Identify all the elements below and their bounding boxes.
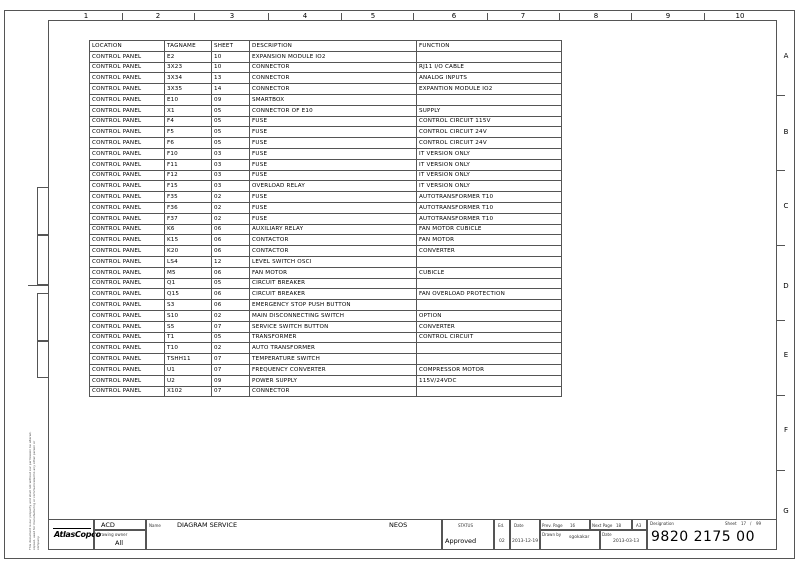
cell-sheet: 03 — [212, 181, 250, 192]
cell-sheet: 09 — [212, 94, 250, 105]
next-page-label: Next Page — [592, 523, 613, 528]
cell-description: CIRCUIT BREAKER — [250, 278, 417, 289]
prev-page-label: Prev. Page — [542, 523, 563, 528]
cell-location: CONTROL PANEL — [90, 94, 165, 105]
sheet-separator: / — [750, 521, 752, 526]
sheet-number: 17 — [741, 521, 747, 526]
column-divider — [268, 13, 269, 20]
table-row — [90, 170, 562, 181]
cell-tagname: E10 — [165, 94, 212, 105]
cell-location: CONTROL PANEL — [90, 170, 165, 181]
cell-description: EMERGENCY STOP PUSH BUTTON — [250, 300, 417, 311]
edition-cell — [494, 519, 510, 550]
cell-description: CONNECTOR OF E10 — [250, 105, 417, 116]
cell-description: MAIN DISCONNECTING SWITCH — [250, 310, 417, 321]
cell-function — [417, 343, 562, 354]
cell-sheet: 05 — [212, 332, 250, 343]
cell-tagname: M5 — [165, 267, 212, 278]
cell-description: TRANSFORMER — [250, 332, 417, 343]
cell-function: IT VERSION ONLY — [417, 181, 562, 192]
table-row — [90, 192, 562, 203]
cell-sheet: 05 — [212, 138, 250, 149]
logo-cell — [48, 519, 101, 550]
cell-sheet: 03 — [212, 159, 250, 170]
row-divider — [777, 470, 785, 471]
table-row — [90, 267, 562, 278]
cell-sheet: 02 — [212, 310, 250, 321]
cell-location: CONTROL PANEL — [90, 289, 165, 300]
cell-sheet: 07 — [212, 364, 250, 375]
cell-tagname: F36 — [165, 202, 212, 213]
cell-sheet: 06 — [212, 289, 250, 300]
cell-description: AUTO TRANSFORMER — [250, 343, 417, 354]
drawn-date-cell — [600, 530, 647, 550]
row-letter: F — [783, 426, 789, 434]
date-value: 2013-12-19 — [512, 539, 539, 544]
cell-location: CONTROL PANEL — [90, 235, 165, 246]
cell-description: CONNECTOR — [250, 386, 417, 397]
cell-location: CONTROL PANEL — [90, 202, 165, 213]
cell-sheet: 06 — [212, 224, 250, 235]
copyright-note: This document is our property and shall not without our permission be altered, copied, used for manufacturing or communicated to any other person or company. — [28, 431, 40, 550]
drawn-by-cell — [540, 530, 600, 550]
status-cell — [442, 519, 494, 550]
cell-sheet: 06 — [212, 267, 250, 278]
table-row — [90, 127, 562, 138]
cell-sheet: 14 — [212, 84, 250, 95]
table-row — [90, 300, 562, 311]
cell-description: DESCRIPTION — [250, 41, 417, 52]
table-row — [90, 289, 562, 300]
table-header-row — [90, 41, 562, 52]
cell-description: FUSE — [250, 202, 417, 213]
column-number: 8 — [593, 12, 599, 20]
cell-tagname: K15 — [165, 235, 212, 246]
column-number: 2 — [155, 12, 161, 20]
cell-tagname: E2 — [165, 51, 212, 62]
logo-rule — [53, 528, 91, 529]
cell-sheet: 05 — [212, 278, 250, 289]
cell-tagname: U1 — [165, 364, 212, 375]
cell-sheet: 07 — [212, 321, 250, 332]
cell-tagname: F37 — [165, 213, 212, 224]
designation-label: Designation — [650, 521, 674, 526]
next-page-value: 18 — [616, 523, 622, 528]
column-divider — [413, 13, 414, 20]
format-value: A3 — [636, 523, 642, 528]
cell-location: CONTROL PANEL — [90, 321, 165, 332]
cell-tagname: F15 — [165, 181, 212, 192]
table-row — [90, 375, 562, 386]
revision-box — [37, 341, 48, 378]
table-row — [90, 213, 562, 224]
prev-page-value: 16 — [570, 523, 576, 528]
table-row — [90, 159, 562, 170]
table-row — [90, 116, 562, 127]
cell-sheet: 03 — [212, 170, 250, 181]
drawing-name: DIAGRAM SERVICE — [177, 521, 238, 529]
cell-function — [417, 354, 562, 365]
cell-function: CONTROL CIRCUIT 24V — [417, 138, 562, 149]
acd-value: ACD — [101, 521, 115, 529]
cell-function: IT VERSION ONLY — [417, 148, 562, 159]
cell-tagname: TAGNAME — [165, 41, 212, 52]
cell-sheet: 05 — [212, 116, 250, 127]
cell-description: FUSE — [250, 138, 417, 149]
sheet-label: Sheet — [725, 521, 737, 526]
cell-description: EXPANSION MODULE IO2 — [250, 51, 417, 62]
cell-function: FAN OVERLOAD PROTECTION — [417, 289, 562, 300]
column-number: 4 — [302, 12, 308, 20]
column-divider — [122, 13, 123, 20]
cell-tagname: K20 — [165, 246, 212, 257]
column-number: 7 — [520, 12, 526, 20]
cell-location: CONTROL PANEL — [90, 267, 165, 278]
revision-box — [37, 293, 48, 341]
cell-location: CONTROL PANEL — [90, 192, 165, 203]
table-row — [90, 332, 562, 343]
center-mark — [28, 285, 48, 286]
cell-tagname: 3X35 — [165, 84, 212, 95]
cell-tagname: T10 — [165, 343, 212, 354]
cell-function — [417, 51, 562, 62]
cell-description: FUSE — [250, 170, 417, 181]
table-row — [90, 181, 562, 192]
cell-description: CONNECTOR — [250, 73, 417, 84]
prev-page-cell — [540, 519, 590, 530]
cell-function: 115V/24VDC — [417, 375, 562, 386]
table-row — [90, 310, 562, 321]
cell-description: CIRCUIT BREAKER — [250, 289, 417, 300]
drawing-owner-label: Drawing owner — [97, 532, 128, 537]
cell-tagname: U2 — [165, 375, 212, 386]
cell-description: CONTACTOR — [250, 246, 417, 257]
column-number: 5 — [370, 12, 376, 20]
parts-table — [89, 40, 562, 397]
cell-sheet: 05 — [212, 105, 250, 116]
cell-description: SERVICE SWITCH BUTTON — [250, 321, 417, 332]
cell-location: CONTROL PANEL — [90, 375, 165, 386]
edition-label: Ed. — [498, 523, 505, 528]
cell-tagname: S5 — [165, 321, 212, 332]
drawn-by-label: Drawn by — [542, 532, 562, 537]
cell-function — [417, 278, 562, 289]
atlas-copco-logo: AtlasCopco — [54, 530, 101, 539]
cell-tagname: F5 — [165, 127, 212, 138]
cell-function: IT VERSION ONLY — [417, 170, 562, 181]
table-row — [90, 343, 562, 354]
column-divider — [559, 13, 560, 20]
cell-description: AUXILIARY RELAY — [250, 224, 417, 235]
parts-table-body — [90, 41, 562, 397]
table-row — [90, 73, 562, 84]
cell-function: AUTOTRANSFORMER T10 — [417, 202, 562, 213]
cell-description: FUSE — [250, 192, 417, 203]
cell-function: CONTROL CIRCUIT 24V — [417, 127, 562, 138]
table-row — [90, 138, 562, 149]
cell-function: ANALOG INPUTS — [417, 73, 562, 84]
cell-tagname: S3 — [165, 300, 212, 311]
status-label: STATUS — [458, 523, 474, 528]
cell-description: FUSE — [250, 127, 417, 138]
cell-description: CONNECTOR — [250, 84, 417, 95]
cell-sheet: 02 — [212, 343, 250, 354]
row-letter: D — [783, 282, 789, 290]
cell-sheet: 02 — [212, 192, 250, 203]
cell-location: CONTROL PANEL — [90, 300, 165, 311]
column-divider — [631, 13, 632, 20]
cell-function: CONVERTER — [417, 321, 562, 332]
table-row — [90, 84, 562, 95]
cell-description: FUSE — [250, 159, 417, 170]
row-letter: E — [783, 351, 789, 359]
column-number: 9 — [665, 12, 671, 20]
cell-location: CONTROL PANEL — [90, 148, 165, 159]
cell-tagname: 3X23 — [165, 62, 212, 73]
cell-function: CONVERTER — [417, 246, 562, 257]
cell-function: AUTOTRANSFORMER T10 — [417, 213, 562, 224]
table-row — [90, 386, 562, 397]
row-divider — [777, 170, 785, 171]
name-cell — [146, 519, 442, 550]
cell-description: FUSE — [250, 116, 417, 127]
cell-sheet: 13 — [212, 73, 250, 84]
title-block — [48, 519, 777, 550]
date-label: Date — [514, 523, 524, 528]
table-row — [90, 105, 562, 116]
cell-location: CONTROL PANEL — [90, 84, 165, 95]
table-row — [90, 246, 562, 257]
revision-box — [37, 187, 48, 235]
table-row — [90, 354, 562, 365]
cell-tagname: X1 — [165, 105, 212, 116]
cell-function: FUNCTION — [417, 41, 562, 52]
cell-tagname: Q1 — [165, 278, 212, 289]
table-row — [90, 364, 562, 375]
cell-function — [417, 256, 562, 267]
cell-sheet: 06 — [212, 235, 250, 246]
cell-tagname: F10 — [165, 148, 212, 159]
table-row — [90, 235, 562, 246]
cell-tagname: X102 — [165, 386, 212, 397]
table-row — [90, 278, 562, 289]
table-row — [90, 256, 562, 267]
date-cell — [510, 519, 540, 550]
cell-description: FUSE — [250, 213, 417, 224]
row-letter: A — [783, 52, 789, 60]
cell-location: CONTROL PANEL — [90, 246, 165, 257]
cell-sheet: 07 — [212, 354, 250, 365]
cell-location: CONTROL PANEL — [90, 213, 165, 224]
cell-function: CUBICLE — [417, 267, 562, 278]
cell-description: FUSE — [250, 148, 417, 159]
table-row — [90, 94, 562, 105]
cell-sheet: 09 — [212, 375, 250, 386]
cell-tagname: F12 — [165, 170, 212, 181]
cell-function: COMPRESSOR MOTOR — [417, 364, 562, 375]
cell-function: RJ11 I/O CABLE — [417, 62, 562, 73]
cell-location: CONTROL PANEL — [90, 278, 165, 289]
cell-description: OVERLOAD RELAY — [250, 181, 417, 192]
cell-location: CONTROL PANEL — [90, 116, 165, 127]
drawn-by-value: sgokakar — [569, 535, 590, 540]
product-name: NEOS — [389, 521, 408, 529]
cell-function: CONTROL CIRCUIT — [417, 332, 562, 343]
cell-location: CONTROL PANEL — [90, 354, 165, 365]
row-divider — [777, 245, 785, 246]
cell-tagname: F4 — [165, 116, 212, 127]
revision-box — [37, 235, 48, 285]
column-divider — [487, 13, 488, 20]
cell-tagname: T1 — [165, 332, 212, 343]
cell-description: CONNECTOR — [250, 62, 417, 73]
cell-sheet: 02 — [212, 202, 250, 213]
cell-location: CONTROL PANEL — [90, 343, 165, 354]
cell-location: CONTROL PANEL — [90, 159, 165, 170]
status-value: Approved — [445, 537, 477, 545]
cell-location: CONTROL PANEL — [90, 181, 165, 192]
cell-sheet: 06 — [212, 300, 250, 311]
cell-location: CONTROL PANEL — [90, 332, 165, 343]
column-number: 10 — [735, 12, 745, 20]
cell-location: CONTROL PANEL — [90, 138, 165, 149]
cell-tagname: F6 — [165, 138, 212, 149]
cell-function — [417, 300, 562, 311]
table-row — [90, 148, 562, 159]
drawn-date-label: Date — [602, 532, 612, 537]
cell-location: CONTROL PANEL — [90, 310, 165, 321]
cell-description: CONTACTOR — [250, 235, 417, 246]
cell-function: SUPPLY — [417, 105, 562, 116]
cell-tagname: 3X34 — [165, 73, 212, 84]
cell-location: CONTROL PANEL — [90, 51, 165, 62]
column-divider — [341, 13, 342, 20]
cell-function: FAN MOTOR — [417, 235, 562, 246]
column-divider — [704, 13, 705, 20]
cell-sheet: SHEET — [212, 41, 250, 52]
drawing-owner-cell — [94, 530, 146, 550]
row-letter: B — [783, 128, 789, 136]
cell-location: CONTROL PANEL — [90, 364, 165, 375]
cell-tagname: K6 — [165, 224, 212, 235]
table-row — [90, 202, 562, 213]
cell-sheet: 10 — [212, 62, 250, 73]
row-letter: G — [783, 507, 789, 515]
designation-number: 9820 2175 00 — [651, 529, 755, 545]
cell-function: EXPANTION MODULE IO2 — [417, 84, 562, 95]
cell-sheet: 10 — [212, 51, 250, 62]
cell-location: CONTROL PANEL — [90, 386, 165, 397]
name-label: Name — [149, 523, 161, 528]
sheet-total: 99 — [756, 521, 762, 526]
drawing-owner-value: All — [115, 539, 124, 547]
row-letter: C — [783, 202, 789, 210]
cell-sheet: 02 — [212, 213, 250, 224]
table-row — [90, 224, 562, 235]
edition-value: 02 — [499, 539, 505, 544]
column-divider — [194, 13, 195, 20]
cell-tagname: F35 — [165, 192, 212, 203]
cell-function: CONTROL CIRCUIT 115V — [417, 116, 562, 127]
cell-description: POWER SUPPLY — [250, 375, 417, 386]
cell-function: IT VERSION ONLY — [417, 159, 562, 170]
cell-location: CONTROL PANEL — [90, 62, 165, 73]
cell-function — [417, 94, 562, 105]
column-number: 1 — [83, 12, 89, 20]
table-row — [90, 62, 562, 73]
cell-sheet: 12 — [212, 256, 250, 267]
cell-sheet: 07 — [212, 386, 250, 397]
cell-sheet: 05 — [212, 127, 250, 138]
next-page-cell — [590, 519, 632, 530]
designation-cell — [647, 519, 777, 550]
cell-description: LEVEL SWITCH OSCI — [250, 256, 417, 267]
cell-function — [417, 386, 562, 397]
cell-location: CONTROL PANEL — [90, 127, 165, 138]
format-cell — [632, 519, 647, 530]
cell-tagname: S10 — [165, 310, 212, 321]
cell-sheet: 03 — [212, 148, 250, 159]
table-row — [90, 321, 562, 332]
cell-function: AUTOTRANSFORMER T10 — [417, 192, 562, 203]
cell-tagname: TSHH11 — [165, 354, 212, 365]
cell-location: CONTROL PANEL — [90, 73, 165, 84]
cell-location: LOCATION — [90, 41, 165, 52]
cell-description: FREQUENCY CONVERTER — [250, 364, 417, 375]
cell-function: FAN MOTOR CUBICLE — [417, 224, 562, 235]
cell-description: SMARTBOX — [250, 94, 417, 105]
cell-location: CONTROL PANEL — [90, 105, 165, 116]
column-number: 6 — [451, 12, 457, 20]
cell-sheet: 06 — [212, 246, 250, 257]
row-divider — [777, 395, 785, 396]
cell-location: CONTROL PANEL — [90, 256, 165, 267]
cell-tagname: F11 — [165, 159, 212, 170]
cell-description: TEMPERATURE SWITCH — [250, 354, 417, 365]
cell-location: CONTROL PANEL — [90, 224, 165, 235]
column-number: 3 — [229, 12, 235, 20]
cell-tagname: LS4 — [165, 256, 212, 267]
cell-description: FAN MOTOR — [250, 267, 417, 278]
table-row — [90, 51, 562, 62]
acd-cell — [94, 519, 146, 530]
row-divider — [777, 95, 785, 96]
cell-function: OPTION — [417, 310, 562, 321]
cell-tagname: Q15 — [165, 289, 212, 300]
drawn-date-value: 2013-03-13 — [613, 539, 640, 544]
row-divider — [777, 320, 785, 321]
